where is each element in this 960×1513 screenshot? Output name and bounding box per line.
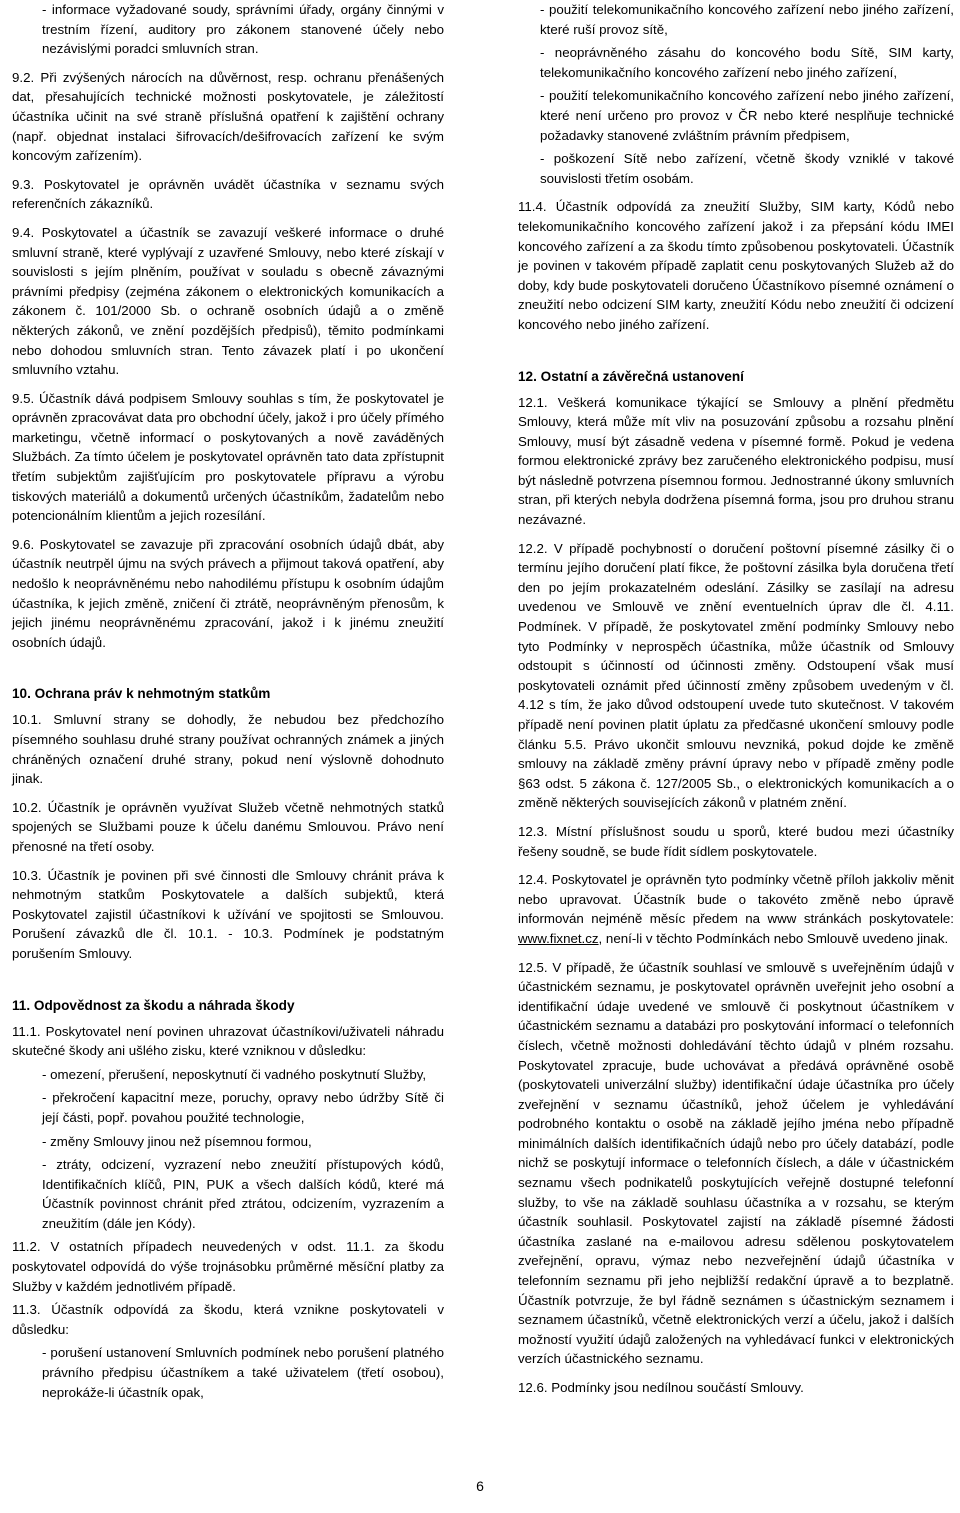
paragraph-9-5: 9.5. Účastník dává podpisem Smlouvy souhlas s tím, že poskytovatel je oprávněn zpracovávat data pro obchodní účely, jakož i pro účely přímého marketingu, včetně informací o poskytovaných a nově zaváděných Službách. Za tímto účelem je poskytovatel oprávněn tato data zpřístupnit třetím subjektům zajišťujícím pro poskytovatele přípravu a výrobu tiskových materiálů a dokumentů určených účastníkům, žadatelům nebo potencionálním klientům a jejich rozesílání. [12, 390, 444, 524]
list-item: - ztráty, odcizení, vyzrazení nebo zneužití přístupových kódů, Identifikačních klíčů, PIN, PUK a všech dalších kódů, které má Účastník povinnost chránit před ztrátou, odcizením, vyzrazením a zneužitím (dále jen Kódy). [42, 1157, 444, 1231]
paragraph-12-2: 12.2. V případě pochybností o doručení poštovní písemné zásilky či o termínu jejího doručení platí fikce, že poštovní zásilka byla doručena třetí den po jejím prokazatelném odeslání. Zásilky se zasílají na adresu uvedenou ve Smlouvě ve znění eventuelních úprav dle čl. 4.11. Podmínek. V případě, že poskytovatel změní podmínky Smlouvy nebo tyto Podmínky v neprospěch účastníka, může účastník od Smlouvy odstoupit s účinností od účinnosti změny. Odstoupení však musí poskytovateli oznámit před účinností změny způsobem uvedeným v čl. 4.12 s tím, že jako důvod odstoupení uvede tuto skutečnost. V takovém případě není povinen platit úplatu za předčasné ukončení smlouvy podle článku 5.5. Právo ukončit smlouvu nevzniká, pokud dojde ke změně smlouvy na základě změny právní úpravy nebo v případě změny podle §63 odst. 5 zákona č. 127/2005 Sb., o elektronických komunikacích a o změně některých souvisejících zákonů v platném znění. [518, 540, 954, 811]
paragraph-11-3: 11.3. Účastník odpovídá za škodu, která vznikne poskytovateli v důsledku: [12, 1302, 444, 1337]
paragraph-11-2: 11.2. V ostatních případech neuvedených v odst. 11.1. za škodu poskytovatel odpovídá do výše trojnásobku průměrné měsíční platby za Služby v každém jednotlivém případě. [12, 1239, 444, 1294]
list-item: - neoprávněného zásahu do koncového bodu Sítě, SIM karty, telekomunikačního koncového zařízení nebo jiného zařízení, [540, 45, 954, 80]
left-column [12, 0, 444, 1411]
paragraph-9-3: 9.3. Poskytovatel je oprávněn uvádět účastníka v seznamu svých referenčních zákazníků. [12, 176, 444, 212]
paragraph-12-4-text: 12.4. Poskytovatel je oprávněn tyto podmínky včetně příloh jakkoliv měnit nebo upravovat. Účastník bude o takovéto změně nebo úpravě informován nejméně měsíc předem na www stránkách poskytovatele: [518, 872, 954, 927]
paragraph-12-4-text-end: , není-li v těchto Podmínkách nebo Smlouvě uvedeno jinak. [598, 930, 949, 946]
paragraph-11-1: 11.1. Poskytovatel není povinen uhrazovat účastníkovi/uživateli náhradu skutečné škody ani ušlého zisku, které vzniknou v důsledku: [12, 1023, 444, 1059]
paragraph-9-6: 9.6. Poskytovatel se zavazuje při zpracování osobních údajů dbát, aby účastník neutrpěl újmu na svých právech a přijmout taková opatření, aby nedošlo k neoprávněnému nebo nahodilému přístupu k osobním údajům účastníka, k jejich změně, zničení či ztrátě, neoprávněným přenosům, k jejich jinému neoprávněnému zpracování, jakož i k jinému zneužití osobních údajů. [12, 536, 444, 650]
paragraph-10-3: 10.3. Účastník je povinen při své činnosti dle Smlouvy chránit práva k nehmotným statkům Poskytovatele a dalších subjektů, která Poskytovatel zajistil účastníkovi k užívání ve spojitosti se Smlouvou. Porušení závazků dle čl. 10.1. - 10.3. Podmínek je podstatným porušením Smlouvy. [12, 867, 444, 961]
paragraph-9-2: 9.2. Při zvýšených nárocích na důvěrnost, resp. ochranu přenášených dat, přesahujících technické možnosti poskytovatele, je záležitostí účastníka učinit na své straně příslušná opatření k zajištění ochrany (např. objednat instalaci šifrovacích/dešifrovacích zařízení ke svým koncovým zařízením). [12, 69, 444, 164]
paragraph-10-2: 10.2. Účastník je oprávněn využívat Služeb včetně nehmotných statků spojených se Službami pouze k účelu danému Smlouvou. Právo není přenosné na třetí osoby. [12, 799, 444, 854]
paragraph-10-1: 10.1. Smluvní strany se dohodly, že nebudou bez předchozího písemného souhlasu druhé strany používat ochranných známek a jiných chráněných označení druhé strany, pokud není výslovně dohodnuto jinak. [12, 712, 444, 787]
paragraph-12-6: 12.6. Podmínky jsou nedílnou součástí Smlouvy. [518, 1380, 804, 1395]
paragraph-12-5: 12.5. V případě, že účastník souhlasí ve smlouvě s uveřejněním údajů v účastnickém seznamu, je poskytovatel oprávněn uveřejnit jeho osobní a identifikační údaje uvedené ve smlouvě či poskytnout účastníkem v účastnickém seznamu a databázi pro poskytování informací o telefonních číslech, včetně možnosti dohledávání těchto údajů v plném rozsahu. Poskytovatel zpracuje, bude uchovávat a předává oprávněné osobě (poskytovateli univerzální služby) identifikační údaje účastníka pro účely zveřejnění v seznamu účastníků, jehož účelem je vyhledávání podrobného kontaktu o osobě na základě jejího jména nebo případně minimálních dalších identifikačních údajů nebo pro účely databází, podle nichž se poskytují informace o telefonních číslech, a dále v účastnickém seznamu všech podnikatelů poskytujících veřejně dostupné telefonní služby, to vše na základě souhlasu účastníka a v rozsahu, se kterým účastník souhlasil. Poskytovatel zajistí na základě písemné žádosti účastníka zaslané na e-mailovou adresu sdělenou poskytovatelem zveřejnění, opravu, výmaz nebo nezveřejnění údajů účastníka v telefonním seznamu při jeho nejbližší redakční úpravě a to bezplatně. Účastník potvrzuje, že byl řádně seznámen s účastnickým seznamem i seznamem účastníků, včetně elektronických verzí a účelu, jakož i dalších možností využití údajů založených na vyhledávací funkci v elektronických verzích účastnického seznamu. [518, 959, 954, 1367]
list-item: - použití telekomunikačního koncového zařízení nebo jiného zařízení, které ruší provoz sítě, [540, 2, 954, 37]
list-item: - změny Smlouvy jinou než písemnou formou, [42, 1133, 312, 1149]
paragraph-12-3: 12.3. Místní příslušnost soudu u sporů, které budou mezi účastníky řešeny soudně, se bude řídit sídlem poskytovatele. [518, 823, 954, 859]
right-column [518, 0, 954, 1407]
paragraph-12-4 [518, 870, 954, 948]
list-item: - překročení kapacitní meze, poruchy, opravy nebo údržby Sítě či její části, popř. povahou použité technologie, [42, 1090, 444, 1125]
page-number: 6 [476, 1478, 484, 1494]
paragraph-9-4: 9.4. Poskytovatel a účastník se zavazují veškeré informace o druhé smluvní straně, které vyplývají z uzavřené Smlouvy, nebo které získají v souvislosti s jejím plněním, používat v souladu s obecně závaznými právními předpisy (zejména zákonem o elektronických komunikacích a zákonem č. 101/2000 Sb. o ochraně osobních údajů a o změně některých zákonů, ve znění pozdějších předpisů), těmito podmínkami nebo dohodou smluvních stran. Tento závazek platí i po ukončení smluvního vztahu. [12, 224, 444, 378]
paragraph-11-4: 11.4. Účastník odpovídá za zneužití Služby, SIM karty, Kódů nebo telekomunikačního koncového zařízení jakož i za přepsání kódu IMEI koncového zařízení a za škodu tímto způsobenou poskytovateli. Účastník je povinen v takovém případě zaplatit cenu poskytovaných Služeb až do doby, kdy bude poskytovateli doručeno Účastníkovo písemné oznámení o zneužití nebo odcizení SIM karty, zneužití Kódu nebo zneužití či odcizení koncového nebo jiného zařízení. [518, 199, 954, 332]
section-heading-11: 11. Odpovědnost za škodu a náhrada škody [12, 997, 295, 1013]
list-item: - omezení, přerušení, neposkytnutí či vadného poskytnutí Služby, [42, 1066, 427, 1082]
list-item: - informace vyžadované soudy, správními úřady, orgány činnými v trestním řízení, auditory pro zákonem stanovené účely nebo nezávislými poradci smluvních stran. [42, 2, 444, 57]
list-item: - porušení ustanovení Smluvních podmínek nebo porušení platného právního předpisu účastníkem a také uživatelem (třetí osobou), neprokáže-li účastník opak, [42, 1345, 444, 1400]
section-heading-12: 12. Ostatní a závěrečná ustanovení [518, 368, 744, 384]
list-item: - poškození Sítě nebo zařízení, včetně škody vzniklé v takové souvislosti třetím osobám. [540, 151, 954, 186]
section-heading-10: 10. Ochrana práv k nehmotným statkům [12, 686, 271, 702]
list-item: - použití telekomunikačního koncového zařízení nebo jiného zařízení, které není určeno pro provoz v ČR nebo které nesplňuje technické požadavky stanovené zvláštním právním předpisem, [540, 88, 954, 143]
paragraph-12-1: 12.1. Veškerá komunikace týkající se Smlouvy a plnění předmětu Smlouvy, která může mít vliv na posuzování způsobu a rozsahu plnění Smlouvy, musí být zásadně vedena v písemné formě. Pokud je vedena formou elektronické zprávy bez zaručeného elektronického podpisu, musí být následně potvrzena písemnou formou. Jednostranné úkony smluvních stran, při kterých nebyla dodržena písemná forma, jsou pro druhou stranu nezávazné. [518, 394, 954, 528]
fixnet-link[interactable]: www.fixnet.cz [518, 930, 599, 946]
